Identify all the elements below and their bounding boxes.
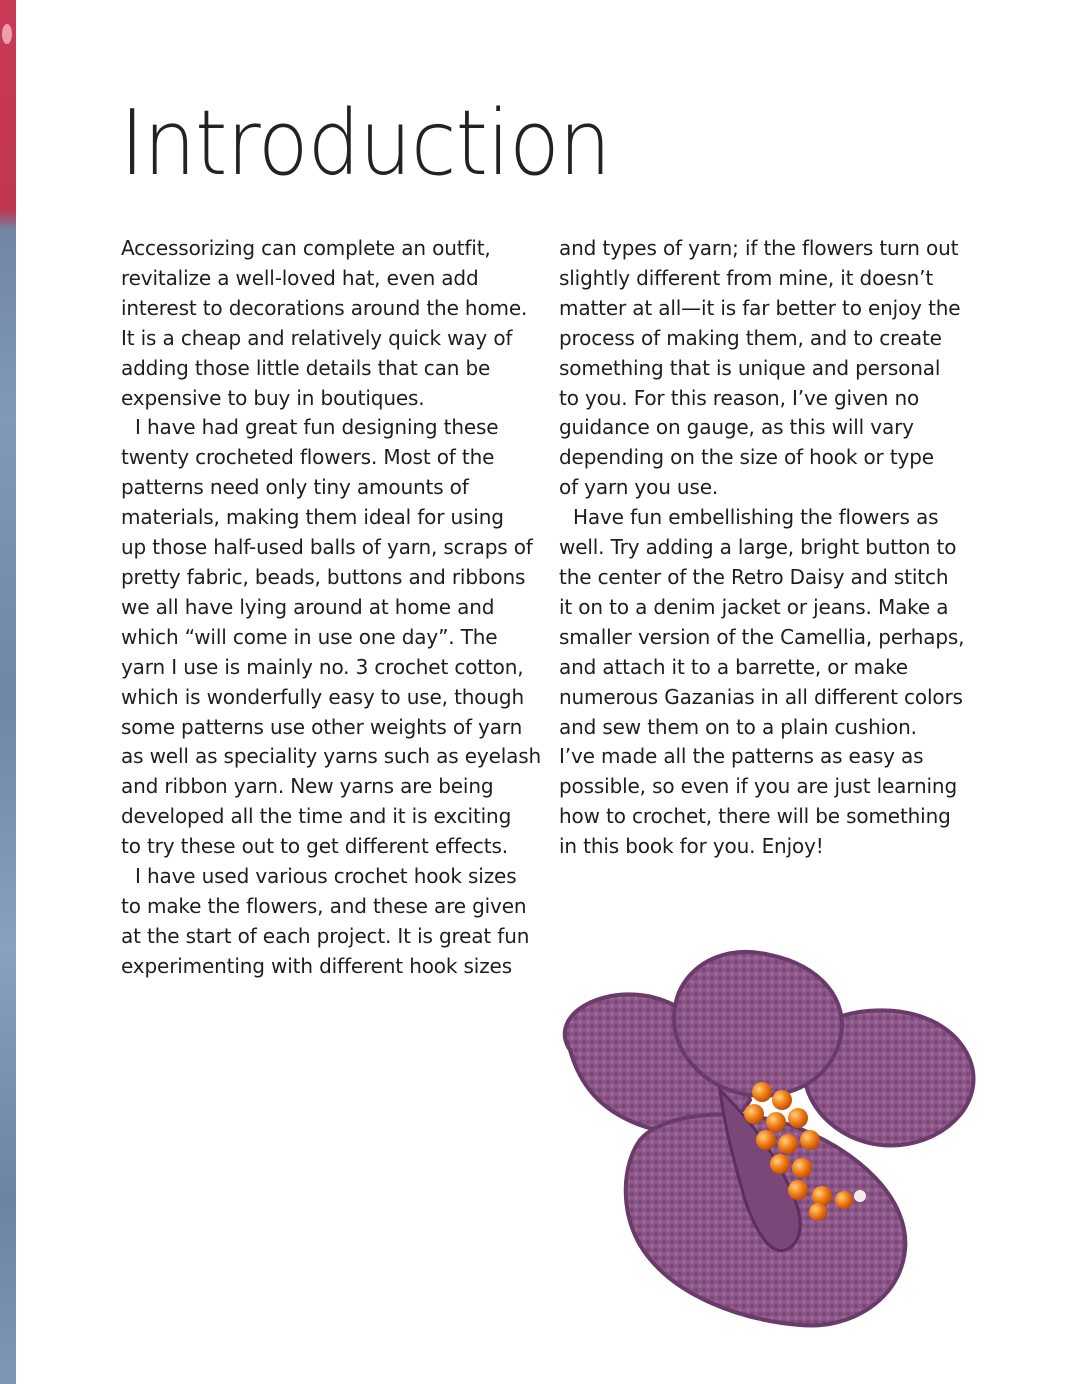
text-line: which “will come in use one day”. The (121, 624, 498, 649)
text-line: Accessorizing can complete an outfit, (121, 236, 491, 260)
left-text-column (121, 234, 551, 982)
text-line: adding those little details that can be (121, 355, 491, 380)
text-line: and attach it to a barrette, or make (559, 654, 908, 679)
page-title: Introduction (120, 91, 611, 196)
text-line: up those half-used balls of yarn, scraps of (121, 535, 533, 560)
text-line: It is a cheap and relatively quick way of (121, 325, 513, 350)
text-line: materials, making them ideal for using (121, 505, 504, 530)
side-photo-strip (0, 0, 16, 1384)
text-line: the center of the Retro Daisy and stitch (559, 564, 949, 589)
text-line: and ribbon yarn. New yarns are being (121, 774, 494, 799)
text-line: yarn I use is mainly no. 3 crochet cotton, (121, 654, 524, 679)
text-line: to you. For this reason, I’ve given no (559, 385, 920, 410)
crochet-flower-image (530, 900, 1018, 1384)
text-line: we all have lying around at home and (121, 594, 495, 619)
text-line: pretty fabric, beads, buttons and ribbons (121, 564, 526, 589)
side-photo-accent (2, 24, 12, 44)
text-line: developed all the time and it is exciting (121, 804, 512, 829)
text-line: it on to a denim jacket or jeans. Make a (559, 594, 949, 619)
text-line: matter at all—it is far better to enjoy the (559, 295, 961, 320)
text-line: revitalize a well-loved hat, even add (121, 265, 479, 290)
text-line: well. Try adding a large, bright button to (559, 535, 957, 560)
paragraph-start-line: I have had great fun designing these (135, 415, 499, 440)
paragraph-start-line: I have used various crochet hook sizes (135, 864, 517, 889)
right-text-column (559, 234, 989, 862)
text-line: slightly different from mine, it doesn’t (559, 265, 934, 290)
text-line: process of making them, and to create (559, 325, 942, 350)
text-line: expensive to buy in boutiques. (121, 385, 425, 410)
text-line: to make the flowers, and these are given (121, 893, 527, 918)
text-line: interest to decorations around the home. (121, 295, 528, 320)
text-line: some patterns use other weights of yarn (121, 714, 523, 739)
text-line: of yarn you use. (559, 475, 719, 500)
text-line: twenty crocheted flowers. Most of the (121, 445, 495, 470)
text-line: depending on the size of hook or type (559, 445, 934, 470)
text-line: patterns need only tiny amounts of (121, 475, 469, 500)
text-line: in this book for you. Enjoy! (559, 834, 824, 859)
text-line: experimenting with different hook sizes (121, 953, 512, 978)
text-line: numerous Gazanias in all different colors (559, 684, 963, 709)
text-line: and types of yarn; if the flowers turn out (559, 236, 959, 260)
text-line: possible, so even if you are just learning (559, 774, 957, 799)
text-line: how to crochet, there will be something (559, 804, 951, 829)
text-line: I’ve made all the patterns as easy as (559, 744, 924, 769)
text-line: and sew them on to a plain cushion. (559, 714, 917, 739)
text-line: something that is unique and personal (559, 355, 941, 380)
text-line: to try these out to get different effects. (121, 834, 508, 859)
paragraph-start-line: Have fun embellishing the flowers as (573, 505, 939, 530)
text-line: guidance on gauge, as this will vary (559, 415, 914, 440)
text-line: smaller version of the Camellia, perhaps, (559, 624, 965, 649)
flower-petal (674, 952, 842, 1096)
text-line: at the start of each project. It is great fun (121, 923, 530, 948)
text-line: which is wonderfully easy to use, though (121, 684, 524, 709)
text-line: as well as speciality yarns such as eyelash (121, 744, 542, 769)
